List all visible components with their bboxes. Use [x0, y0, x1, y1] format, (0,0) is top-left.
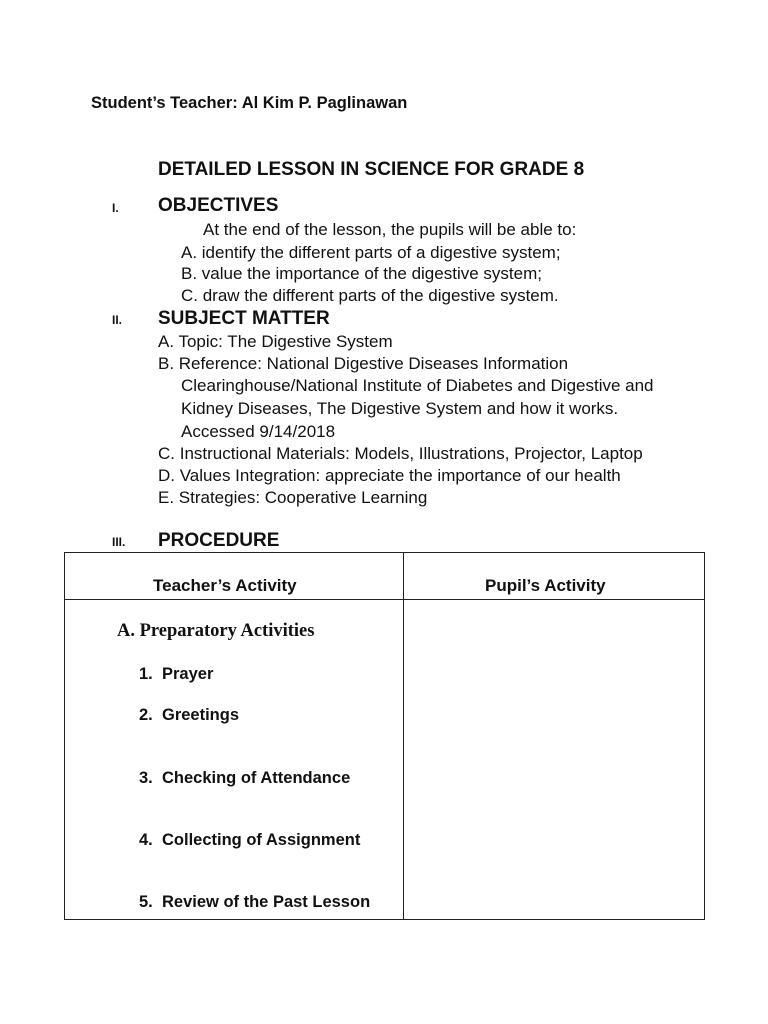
- step-number: 2.: [139, 706, 153, 724]
- objective-item: B. value the importance of the digestive system;: [181, 264, 542, 283]
- subject-matter-numeral: II.: [112, 313, 123, 327]
- step-number: 4.: [139, 831, 153, 849]
- step-label: Review of the Past Lesson: [162, 893, 371, 911]
- list-item: [139, 893, 370, 912]
- step-number: 1.: [139, 665, 153, 683]
- teacher-label: Student’s Teacher:: [91, 94, 238, 112]
- teacher-name: Al Kim P. Paglinawan: [241, 94, 408, 112]
- subject-matter-line: Accessed 9/14/2018: [181, 422, 336, 441]
- subject-matter-line: B. Reference: National Digestive Diseases Information: [158, 354, 569, 373]
- procedure-heading: PROCEDURE: [158, 530, 280, 551]
- subject-matter-line: E. Strategies: Cooperative Learning: [158, 488, 428, 507]
- document-title: DETAILED LESSON IN SCIENCE FOR GRADE 8: [158, 159, 585, 180]
- objective-item: C. draw the different parts of the digestive system.: [181, 286, 559, 305]
- objectives-intro: At the end of the lesson, the pupils will be able to:: [203, 220, 577, 239]
- teacher-activity-header: Teacher’s Activity: [153, 576, 297, 595]
- subject-matter-line: D. Values Integration: appreciate the importance of our health: [158, 466, 621, 485]
- step-label: Prayer: [162, 665, 214, 683]
- column-divider: [403, 553, 404, 919]
- objectives-numeral: I.: [112, 201, 119, 215]
- objectives-heading: OBJECTIVES: [158, 195, 279, 216]
- subject-matter-line: Kidney Diseases, The Digestive System and how it works.: [181, 399, 619, 418]
- step-number: 5.: [139, 893, 153, 911]
- procedure-numeral: III.: [112, 535, 126, 549]
- list-item: [139, 665, 213, 684]
- list-item: [139, 706, 239, 725]
- step-label: Collecting of Assignment: [162, 831, 361, 849]
- preparatory-activities-title: A. Preparatory Activities: [117, 621, 315, 641]
- list-item: [139, 831, 360, 850]
- step-number: 3.: [139, 769, 153, 787]
- step-label: Greetings: [162, 706, 240, 724]
- pupil-activity-header: Pupil’s Activity: [485, 576, 606, 595]
- teacher-line: [91, 94, 407, 113]
- subject-matter-heading: SUBJECT MATTER: [158, 308, 330, 329]
- objective-item: A. identify the different parts of a digestive system;: [181, 243, 561, 262]
- subject-matter-line: A. Topic: The Digestive System: [158, 332, 393, 351]
- step-label: Checking of Attendance: [162, 769, 351, 787]
- subject-matter-line: C. Instructional Materials: Models, Illustrations, Projector, Laptop: [158, 444, 643, 463]
- procedure-table: [64, 552, 705, 920]
- list-item: [139, 769, 350, 788]
- subject-matter-line: Clearinghouse/National Institute of Diabetes and Digestive and: [181, 376, 654, 395]
